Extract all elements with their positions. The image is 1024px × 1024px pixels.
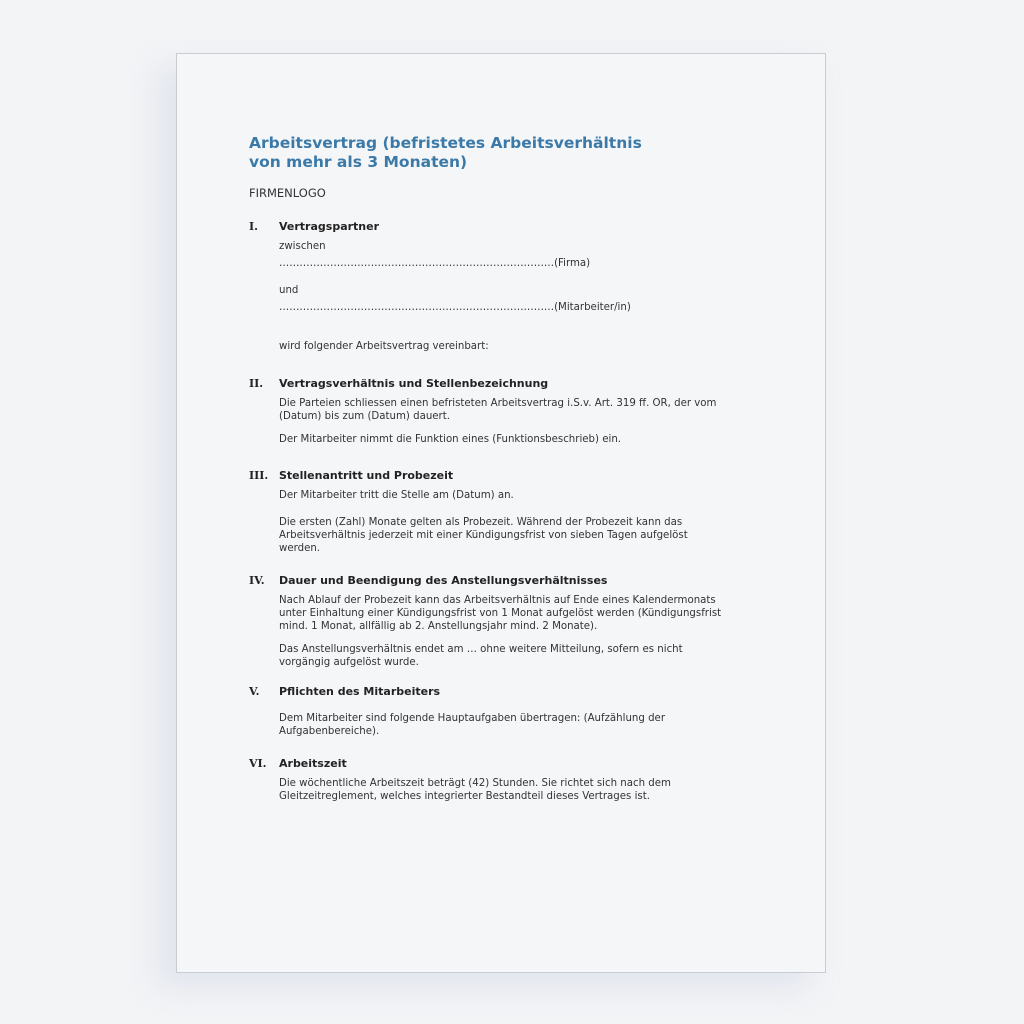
section-dauer-beendigung <box>249 574 769 669</box>
paragraph-line: Die Parteien schliessen einen befristeten Arbeitsvertrag i.S.v. Art. 319 ff. OR, der vom <box>279 398 717 409</box>
paragraph-line: Arbeitsverhältnis jederzeit mit einer Kündigungsfrist von sieben Tagen aufgelöst <box>279 530 688 541</box>
section-number: IV. <box>249 574 265 587</box>
paragraph: Der Mitarbeiter nimmt die Funktion eines (Funktionsbeschrieb) ein. <box>279 434 622 445</box>
paragraph: Der Mitarbeiter tritt die Stelle am (Datum) an. <box>279 490 514 501</box>
logo-placeholder: FIRMENLOGO <box>249 186 326 200</box>
paragraph-line: Nach Ablauf der Probezeit kann das Arbeitsverhältnis auf Ende eines Kalendermonats <box>279 595 716 606</box>
section-stellenantritt <box>249 469 769 555</box>
paragraph-line: mind. 1 Monat, allfällig ab 2. Anstellungsjahr mind. 2 Monate). <box>279 621 598 632</box>
paragraph-line: vorgängig aufgelöst wurde. <box>279 657 419 668</box>
company-fill-line: ………………………………………………………………………(Firma) <box>279 258 591 269</box>
paragraph-line: Die ersten (Zahl) Monate gelten als Probezeit. Während der Probezeit kann das <box>279 517 683 528</box>
between-text: zwischen <box>279 241 326 252</box>
title-line-1: Arbeitsvertrag (befristetes Arbeitsverhältnis <box>249 134 642 152</box>
section-vertragsverhaeltnis <box>249 377 769 446</box>
section-arbeitszeit <box>249 757 769 803</box>
paragraph-line: (Datum) bis zum (Datum) dauert. <box>279 411 450 422</box>
closing-text: wird folgender Arbeitsvertrag vereinbart: <box>279 341 489 352</box>
paragraph <box>249 643 769 669</box>
section-title: Vertragsverhältnis und Stellenbezeichnung <box>279 377 549 390</box>
section-title: Pflichten des Mitarbeiters <box>279 685 441 698</box>
paragraph-line: Dem Mitarbeiter sind folgende Hauptaufgaben übertragen: (Aufzählung der <box>279 713 666 724</box>
paragraph-line: Die wöchentliche Arbeitszeit beträgt (42) Stunden. Sie richtet sich nach dem <box>279 778 671 789</box>
paragraph <box>249 516 769 555</box>
paragraph-line: unter Einhaltung einer Kündigungsfrist von 1 Monat aufgelöst werden (Kündigungsfrist <box>279 608 722 619</box>
and-text: und <box>279 285 299 296</box>
section-number: V. <box>249 685 260 698</box>
paragraph <box>249 397 769 423</box>
section-title: Dauer und Beendigung des Anstellungsverhältnisses <box>279 574 608 587</box>
section-number: II. <box>249 377 264 390</box>
paragraph-line: Das Anstellungsverhältnis endet am … ohne weitere Mitteilung, sofern es nicht <box>279 644 683 655</box>
title-line-2: von mehr als 3 Monaten) <box>249 153 468 171</box>
paragraph-line: werden. <box>279 543 321 554</box>
section-title: Arbeitszeit <box>279 757 347 770</box>
section-vertragspartner <box>249 220 769 353</box>
paragraph <box>249 777 769 803</box>
section-pflichten <box>249 685 769 738</box>
document-page <box>176 53 826 973</box>
document-title <box>249 134 769 172</box>
employee-fill-line: ………………………………………………………………………(Mitarbeiter/in) <box>279 302 631 313</box>
paragraph <box>249 594 769 633</box>
paragraph-line: Aufgabenbereiche). <box>279 726 380 737</box>
section-number: I. <box>249 220 258 233</box>
section-title: Stellenantritt und Probezeit <box>279 469 454 482</box>
section-number: VI. <box>249 757 267 770</box>
section-number: III. <box>249 469 269 482</box>
section-title: Vertragspartner <box>279 220 380 233</box>
paragraph-line: Gleitzeitreglement, welches integrierter Bestandteil dieses Vertrages ist. <box>279 791 650 802</box>
paragraph <box>249 712 769 738</box>
